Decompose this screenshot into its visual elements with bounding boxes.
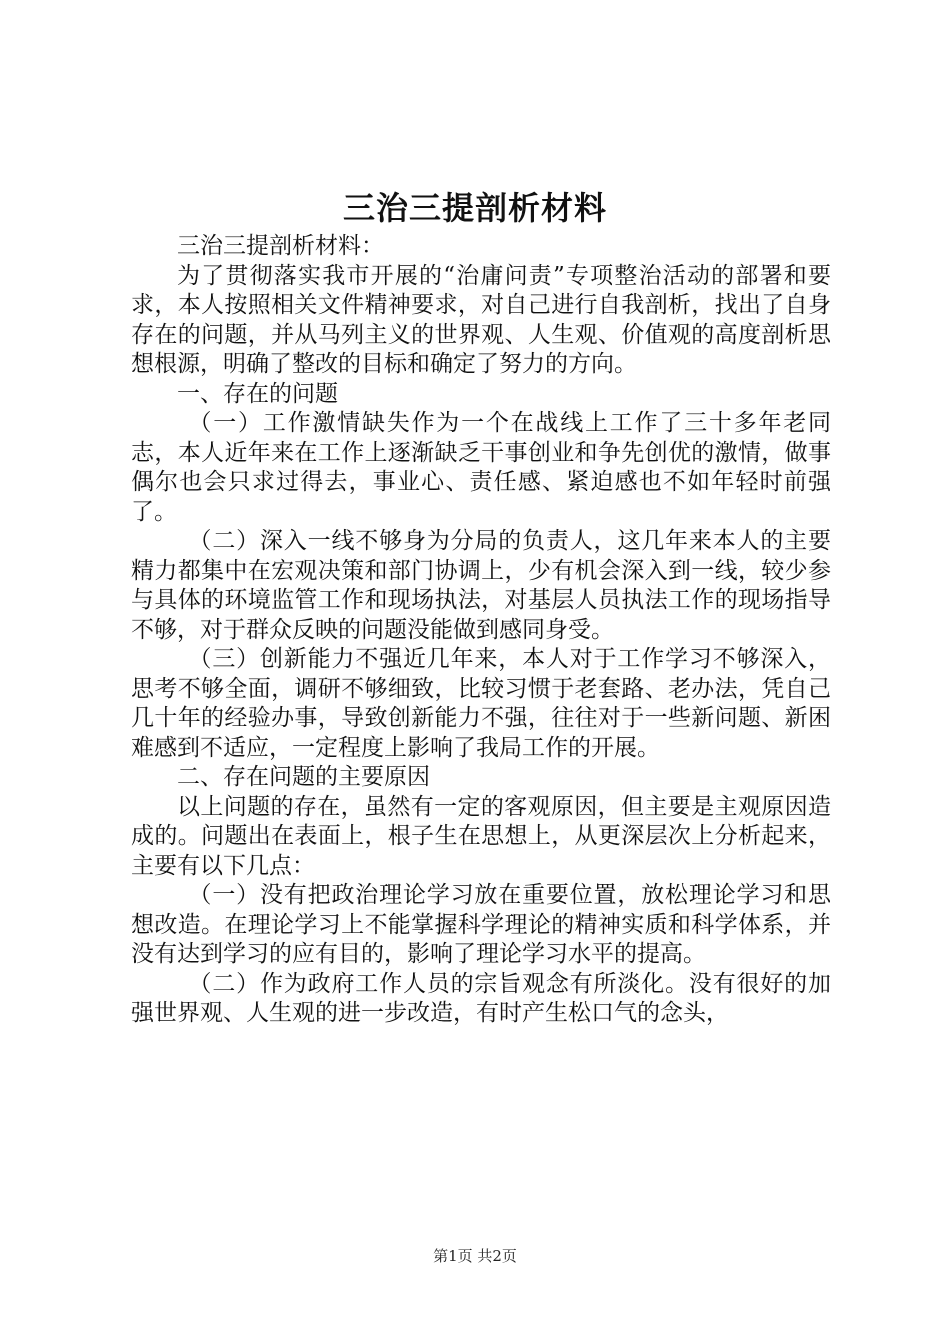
document-body — [131, 232, 831, 1029]
section-heading-causes: 二、存在问题的主要原因 — [177, 764, 430, 790]
section-heading-problems: 一、存在的问题 — [177, 380, 338, 407]
cause-item-1: （一）没有把政治理论学习放在重要位置，放松理论学习和思想改造。在理论学习上不能掌握科学理论的精神实质和科学体系，并没有达到学习的应有目的，影响了理论学习水平的提高。 — [131, 882, 831, 967]
document-title: 三治三提剖析材料 — [342, 189, 607, 227]
page-footer: 第1页 共2页 — [433, 1247, 517, 1265]
causes-intro-paragraph: 以上问题的存在，虽然有一定的客观原因，但主要是主观原因造成的。问题出在表面上，根子生在思想上，从更深层次上分析起来，主要有以下几点： — [131, 793, 831, 879]
problem-item-3: （三）创新能力不强近几年来，本人对于工作学习不够深入，思考不够全面，调研不够细致，比较习惯于老套路、老办法，凭自己几十年的经验办事，导致创新能力不强，往往对于一些新问题、新困难感到不适应，一定程度上影响了我局工作的开展。 — [131, 646, 831, 761]
intro-line: 三治三提剖析材料： — [177, 233, 384, 259]
problem-item-2: （二）深入一线不够身为分局的负责人，这几年来本人的主要精力都集中在宏观决策和部门协调上，少有机会深入到一线，较少参与具体的环境监管工作和现场执法，对基层人员执法工作的现场指导不够，对于群众反映的问题没能做到感同身受。 — [131, 528, 831, 643]
intro-paragraph: 为了贯彻落实我市开展的“治庸问责”专项整治活动的部署和要求，本人按照相关文件精神要求，对自己进行自我剖析，找出了自身存在的问题，并从马列主义的世界观、人生观、价值观的高度剖析思想根源，明确了整改的目标和确定了努力的方向。 — [131, 262, 831, 377]
cause-item-2: （二）作为政府工作人员的宗旨观念有所淡化。没有很好的加强世界观、人生观的进一步改造，有时产生松口气的念头， — [131, 970, 831, 1026]
problem-item-1: （一）工作激情缺失作为一个在战线上工作了三十多年老同志，本人近年来在工作上逐渐缺乏干事创业和争先创优的激情，做事偶尔也会只求过得去，事业心、责任感、紧迫感也不如年轻时前强了。 — [131, 410, 831, 525]
